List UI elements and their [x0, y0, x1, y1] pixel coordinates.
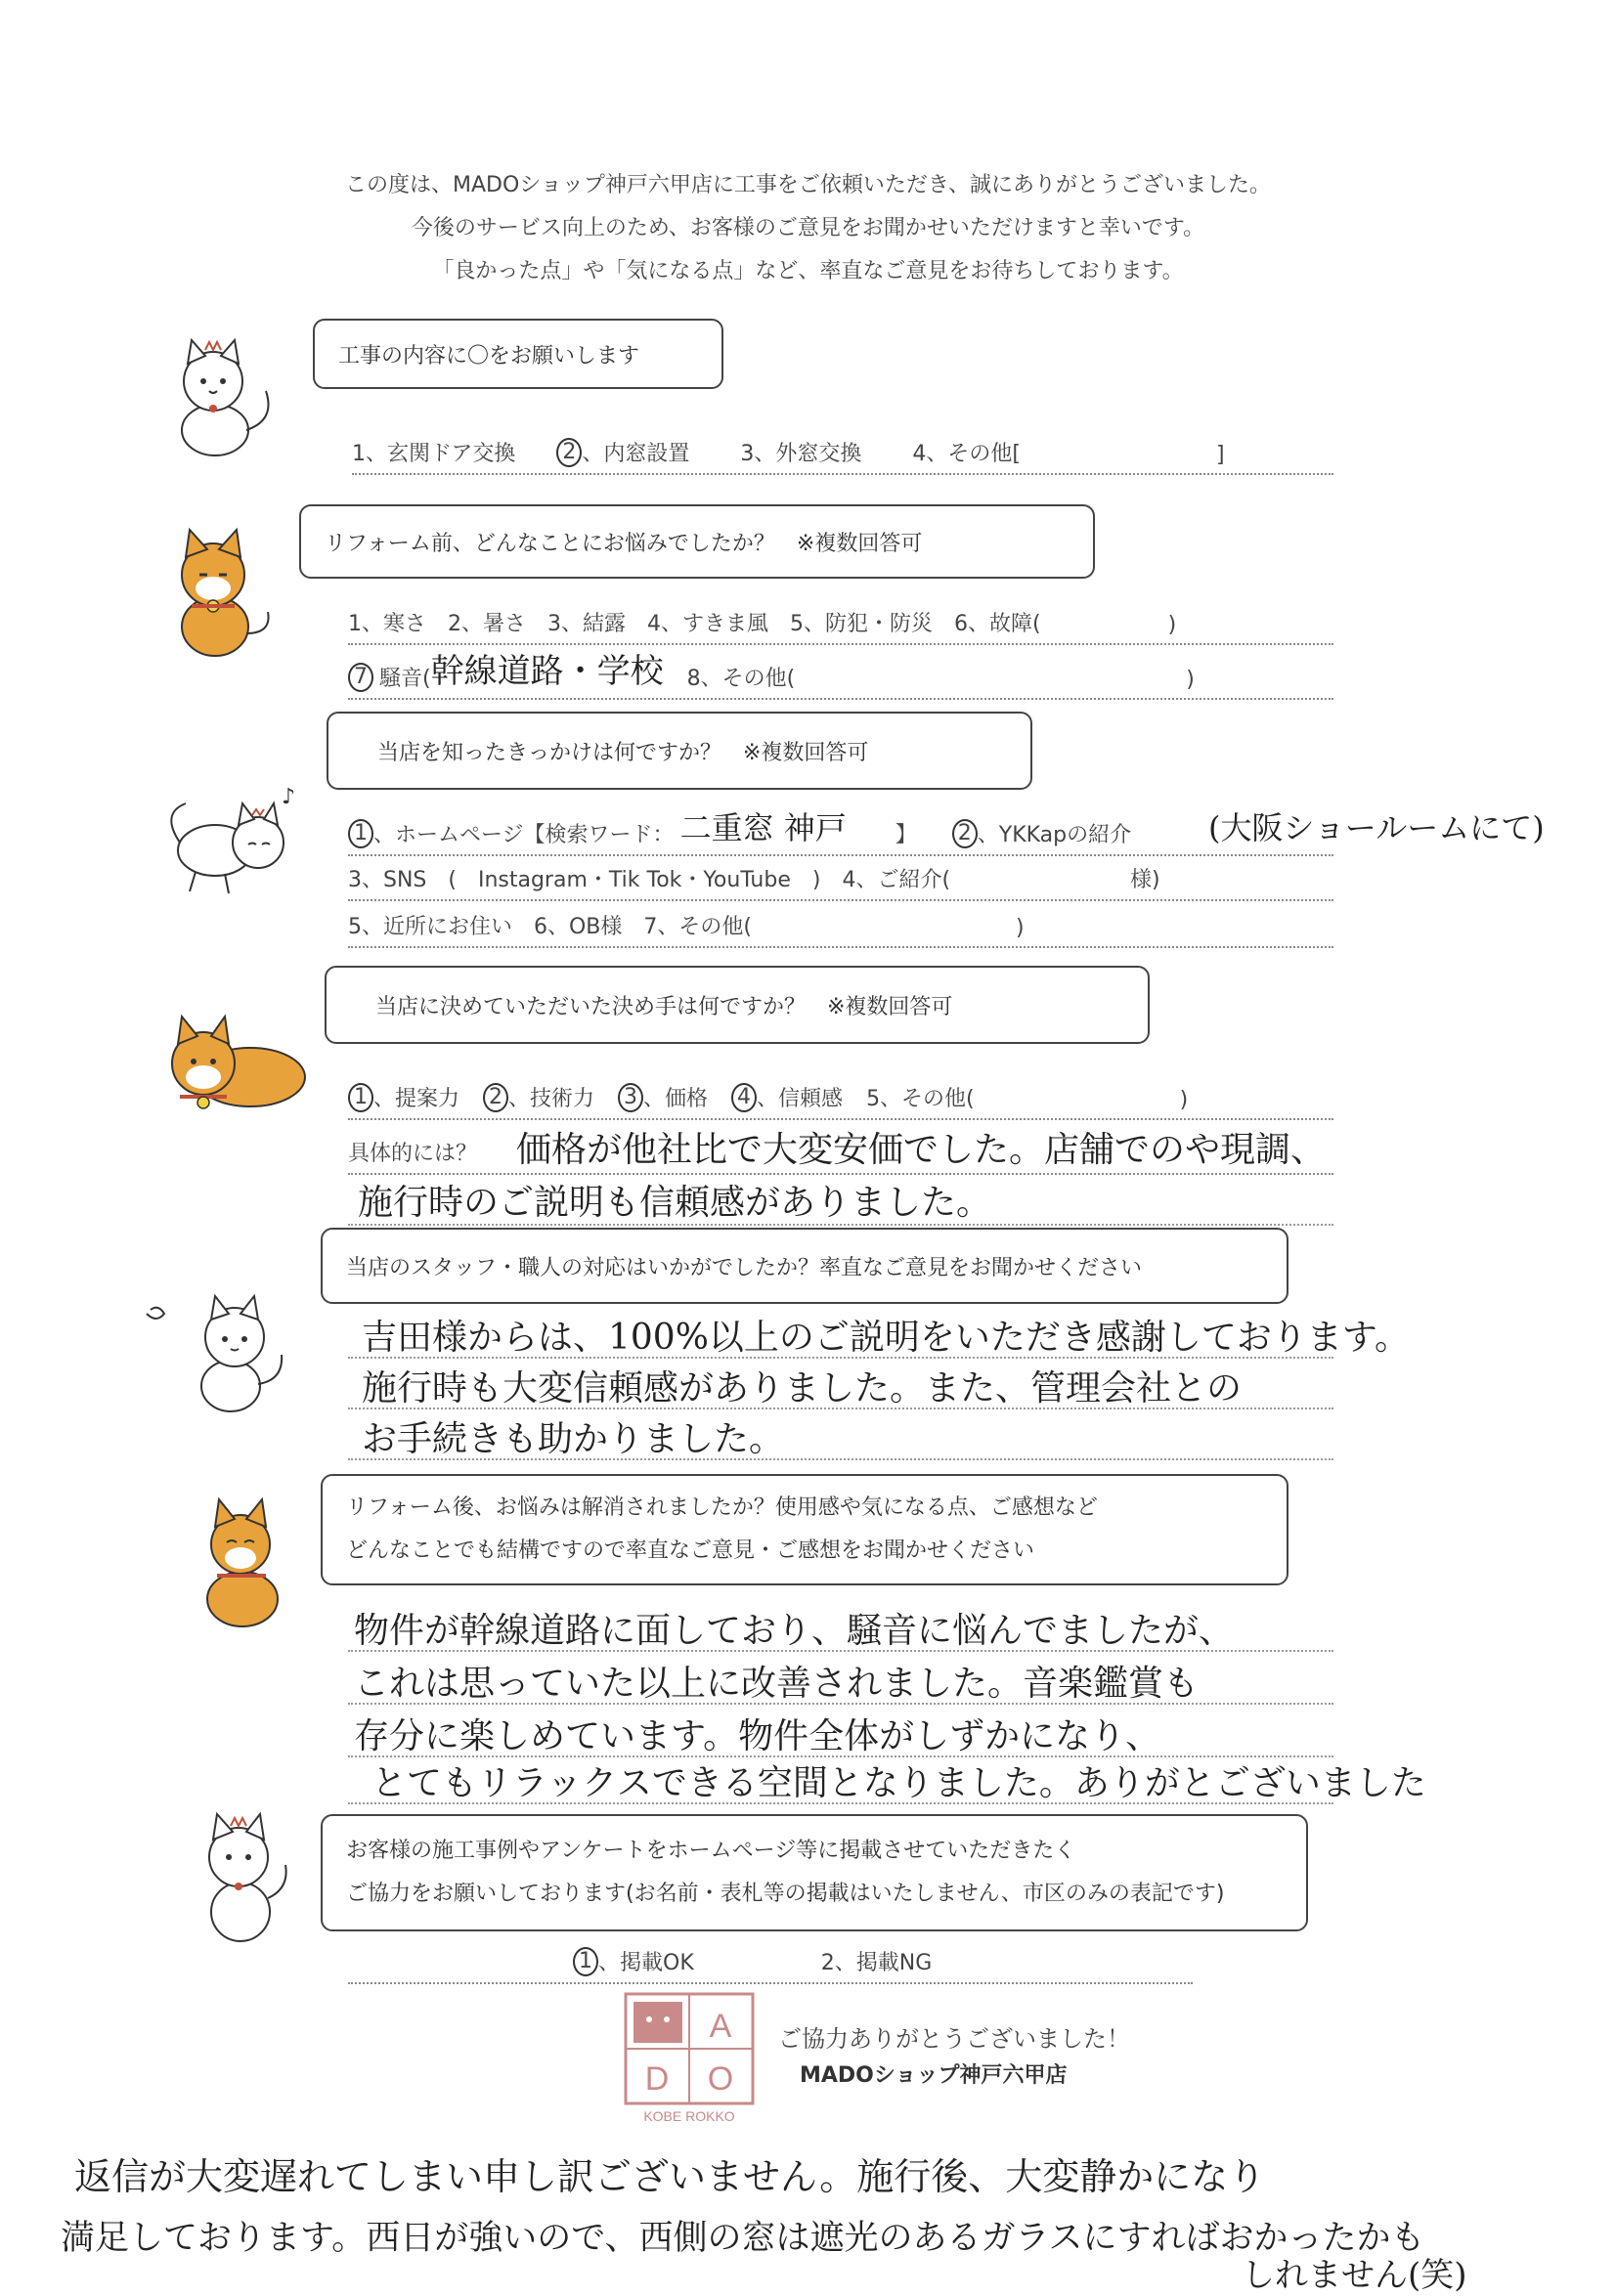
- intro-line-2: 今後のサービス向上のため、お客様のご意見をお聞かせいただけますと幸いです。: [411, 216, 1205, 240]
- q4-opt3-circled[interactable]: 3: [618, 1083, 643, 1112]
- q1-options: [352, 420, 1333, 475]
- q2-row1-options[interactable]: 1、寒さ 2、暑さ 3、結露 4、すきま風 5、防犯・防災 6、故障(: [348, 612, 1041, 636]
- q3-row3-options[interactable]: 5、近所にお住い 6、OB様 7、その他(: [348, 915, 752, 939]
- q1-bubble: [313, 319, 723, 389]
- q5-handwriting-1: 吉田様からは、100%以上のご説明をいただき感謝しております。: [362, 1318, 1411, 1358]
- q1-opt3[interactable]: 3、外窓交換: [740, 442, 862, 466]
- q4-opt1-circled[interactable]: 1: [348, 1083, 373, 1112]
- q3-row2-options[interactable]: 3、SNS ( Instagram・Tik Tok・YouTube ) 4、ご紹介(: [348, 868, 951, 892]
- q3-opt1-circled[interactable]: 1: [348, 819, 373, 848]
- q4-opt2-circled[interactable]: 2: [483, 1083, 508, 1112]
- q4-opt4-circled[interactable]: 4: [731, 1083, 757, 1112]
- intro-line-3: 「良かった点」や「気になる点」など、率直なご意見をお待ちしております。: [432, 259, 1184, 283]
- q4-detail-handwriting-1: 価格が他社比で大変安価でした。店舗でのや現調、: [516, 1130, 1327, 1170]
- q6-bubble: [321, 1474, 1288, 1585]
- intro-line-1: この度は、MADOショップ神戸六甲店に工事をご依頼いただき、誠にありがとうございました。: [345, 173, 1271, 197]
- q4-opt1[interactable]: 、提案力: [373, 1087, 460, 1111]
- q5-bubble: [321, 1228, 1288, 1304]
- q7-question-line-1: お客様の施工事例やアンケートをホームページ等に掲載させていただきたく: [346, 1839, 1076, 1863]
- q2-opt8[interactable]: 8、その他(: [686, 667, 796, 691]
- waving-cat-illustration: [186, 1808, 303, 1945]
- q5-rule-3: [348, 1458, 1333, 1460]
- q3-opt2-label[interactable]: 、YKKapの紹介: [977, 823, 1132, 847]
- logo-subtext: KOBE ROKKO: [643, 2108, 735, 2124]
- q7-opt1-circled[interactable]: 1: [573, 1947, 598, 1976]
- q4-options: [348, 1069, 1333, 1120]
- q6-handwriting-3: 存分に楽しめています。物件全体がしずかになり、: [354, 1716, 1161, 1756]
- postscript-line-3: しれません(笑): [1242, 2256, 1467, 2295]
- q5-rule-2: [348, 1408, 1333, 1409]
- q3-ykk-handwriting: (大阪ショールームにて): [1208, 809, 1545, 846]
- q2-question: リフォーム前、どんなことにお悩みでしたか？ ※複数回答可: [325, 531, 923, 556]
- q1-opt4[interactable]: 4、その他[: [912, 442, 1021, 466]
- q6-handwriting-1: 物件が幹線道路に面しており、騒音に悩んでましたが、: [354, 1611, 1235, 1651]
- q1-opt2-circled[interactable]: 2: [556, 438, 582, 467]
- q6-rule-4: [348, 1802, 1333, 1804]
- q6-handwriting-4: とてもリラックスできる空間となりました。ありがとございました: [371, 1763, 1426, 1803]
- q3-search-word-bracket: 】: [895, 823, 917, 847]
- q6-rule-2: [348, 1703, 1333, 1705]
- lying-shiba-illustration: [156, 1013, 313, 1120]
- q2-opt7-handwriting: 幹線道路・学校: [430, 652, 664, 691]
- q6-rule-1: [348, 1650, 1333, 1652]
- spiral-cat-illustration: [133, 1290, 299, 1417]
- q2-row-1: [348, 596, 1333, 645]
- q4-bubble: [325, 966, 1150, 1044]
- q3-search-word-handwriting: 二重窓 神戸: [679, 809, 847, 846]
- mado-logo: [624, 1992, 755, 2127]
- q3-bubble: [327, 712, 1032, 790]
- q4-opt4[interactable]: 、信頼感: [757, 1087, 844, 1111]
- q1-opt1[interactable]: 1、玄関ドア交換: [352, 442, 516, 466]
- logo-letter-d: D: [644, 2060, 670, 2098]
- q4-detail-label: 具体的には？: [348, 1142, 478, 1166]
- q4-question: 当店に決めていただいた決め手は何ですか？ ※複数回答可: [375, 994, 953, 1019]
- q5-handwriting-3: お手続きも助かりました。: [362, 1419, 785, 1459]
- q3-opt2-circled[interactable]: 2: [952, 819, 978, 848]
- q3-question: 当店を知ったきっかけは何ですか？ ※複数回答可: [377, 740, 869, 765]
- sitting-shiba-illustration: [184, 1494, 301, 1630]
- q5-handwriting-2: 施行時も大変信頼感がありました。また、管理会社との: [362, 1368, 1243, 1408]
- q7-options: [348, 1939, 1193, 1984]
- postscript-line-1: 返信が大変遅れてしまい申し訳ございません。施行後、大変静かになり: [74, 2155, 1266, 2198]
- footer-shop-name: MADOショップ神戸六甲店: [800, 2063, 1068, 2088]
- q3-row-1: [348, 803, 1333, 856]
- shiba-dog-illustration: [156, 524, 284, 661]
- q3-row-3: [348, 901, 1333, 948]
- q1-opt2[interactable]: 、内窓設置: [582, 442, 690, 466]
- q2-row1-close: ): [1167, 613, 1177, 637]
- q3-row2-close: 様): [1130, 868, 1160, 892]
- q2-opt7-label[interactable]: 騒音(: [379, 667, 431, 691]
- q2-bubble: [299, 504, 1095, 579]
- q6-question-line-1: リフォーム後、お悩みは解消されましたか？使用感や気になる点、ご感想など: [346, 1495, 1098, 1520]
- footer-thanks: ご協力ありがとうございました！: [778, 2025, 1130, 2053]
- dancing-cat-illustration: [156, 782, 303, 899]
- q1-opt4-close: ]: [1215, 443, 1225, 467]
- q4-opt2[interactable]: 、技術力: [508, 1087, 595, 1111]
- q6-handwriting-2: これは思っていた以上に改善されました。音楽鑑賞も: [354, 1664, 1200, 1704]
- q4-opts-close: ): [1179, 1088, 1189, 1112]
- q5-question: 当店のスタッフ・職人の対応はいかがでしたか？率直なご意見をお聞かせください: [346, 1255, 1143, 1280]
- postscript-line-2: 満足しております。西日が強いので、西側の窓は遮光のあるガラスにすればおかったかも: [61, 2219, 1425, 2258]
- logo-letter-a: A: [709, 2008, 732, 2045]
- q2-row-2: [348, 649, 1333, 700]
- q2-opt7-circled[interactable]: 7: [348, 663, 373, 692]
- q4-opt5[interactable]: 5、その他(: [866, 1087, 975, 1111]
- logo-letter-o: O: [707, 2060, 734, 2098]
- q2-row2-close: ): [1186, 668, 1195, 692]
- q7-opt1[interactable]: 、掲載OK: [598, 1951, 694, 1975]
- q7-bubble: [321, 1814, 1308, 1931]
- svg-text:♪: ♪: [282, 785, 296, 809]
- q3-opt1-label[interactable]: 、ホームページ【検索ワード：: [373, 823, 675, 847]
- white-cat-illustration: [156, 332, 284, 459]
- q6-question-line-2: どんなことでも結構ですので率直なご意見・ご感想をお聞かせください: [346, 1538, 1035, 1563]
- q4-detail-handwriting-2: 施行時のご説明も信頼感がありました。: [358, 1183, 992, 1223]
- q3-row3-close: ): [1016, 916, 1025, 940]
- q7-opt2[interactable]: 2、掲載NG: [820, 1951, 933, 1975]
- q5-rule-1: [348, 1357, 1333, 1359]
- intro-text: [0, 164, 1616, 293]
- q7-question-line-2: ご協力をお願いしております(お名前・表札等の掲載はいたしません、市区のみの表記です): [346, 1882, 1225, 1906]
- q3-row-2: [348, 854, 1333, 901]
- q4-opt3[interactable]: 、価格: [643, 1087, 709, 1111]
- q1-question: 工事の内容に〇をお願いします: [338, 343, 640, 368]
